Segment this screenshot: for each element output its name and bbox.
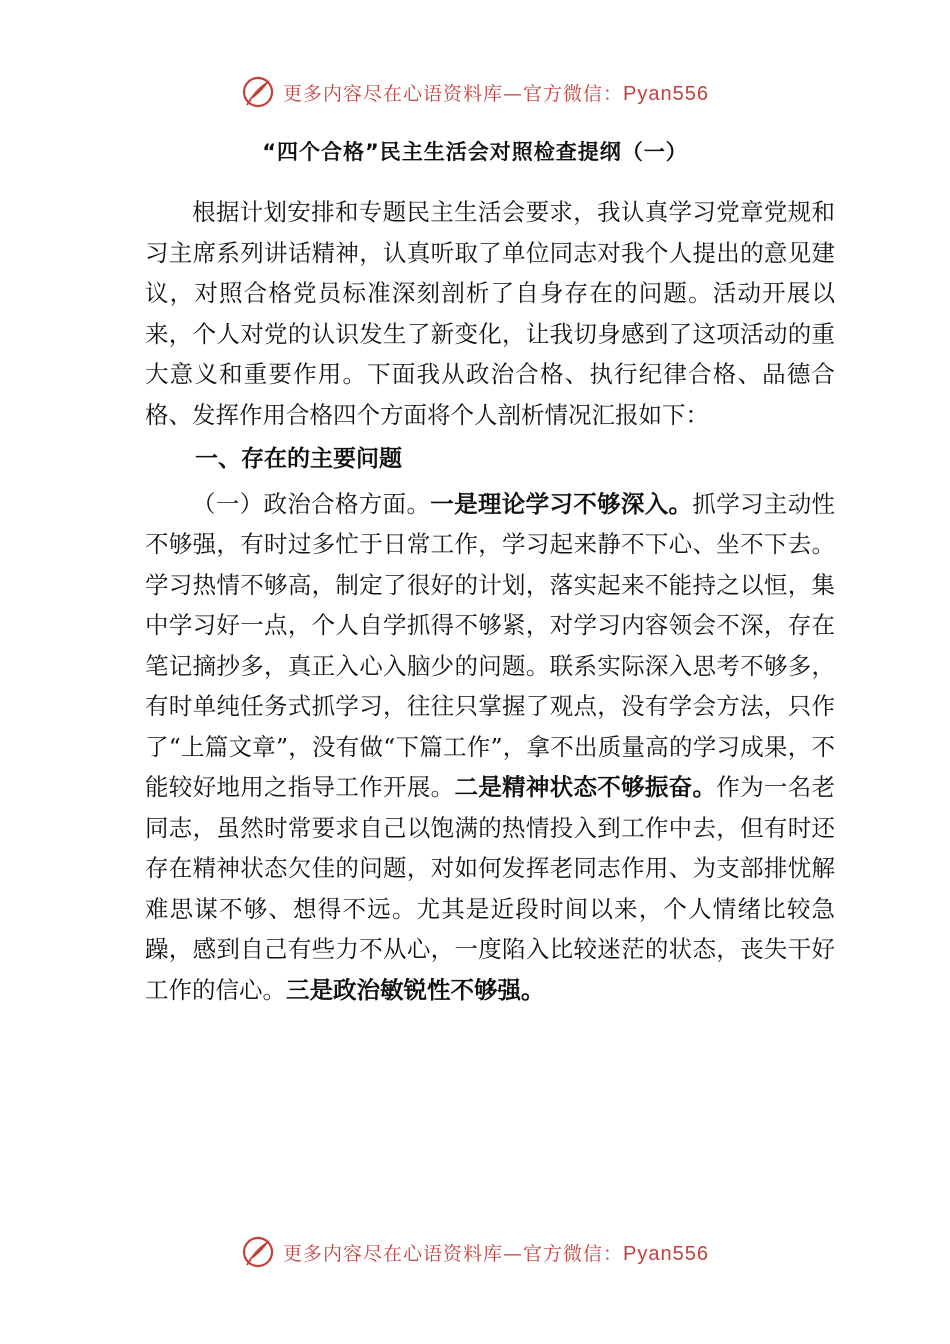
quill-seal-icon [241, 1235, 275, 1269]
document-title: “四个合格”民主生活会对照检查提纲（一） [262, 140, 688, 164]
subsection-lead: （一）政治合格方面。 [192, 489, 431, 518]
section-heading: 一、存在的主要问题 [195, 446, 402, 472]
point-title: 二是精神状态不够振奋。 [454, 773, 717, 801]
point-text: 抓学习主动性不够强，有时过多忙于日常工作，学习起来静不下心、坐不下去。学习热情不够高，制定了很好的计划，落实起来不能持之以恒，集中学习好一点，个人自学抓得不够紧，对学习内容领会不深，存在笔记摘抄多，真正入心入脑少的问题。联系实际深入思考不够多，有时单纯任务式抓学习，往往只掌握了观点，没有学会方法，只作了“上篇文章”，没有做“下篇工作”，拿不出质量高的学习成果，不能较好地用之指导工作开展。 [145, 489, 836, 801]
watermark-text: 更多内容尽在心语资料库—官方微信：Pyan556 [283, 1242, 709, 1265]
header-watermark [0, 72, 950, 112]
point-text: 作为一名老同志，虽然时常要求自己以饱满的热情投入到工作中去，但有时还存在精神状态欠佳的问题，对如何发挥老同志作用、为支部排忧解难思谋不够、想得不远。尤其是近段时间以来，个人情绪比较急躁，感到自己有些力不从心，一度陷入比较迷茫的状态，丧失干好工作的信心。 [145, 773, 836, 1004]
point-title: 三是政治敏锐性不够强。 [286, 975, 545, 1004]
intro-paragraph: 根据计划安排和专题民主生活会要求，我认真学习党章党规和习主席系列讲话精神，认真听取了单位同志对我个人提出的意见建议，对照合格党员标准深刻剖析了自身存在的问题。活动开展以来，个人对党的认识发生了新变化，让我切身感到了这项活动的重大意义和重要作用。下面我从政治合格、执行纪律合格、品德合格、发挥作用合格四个方面将个人剖析情况汇报如下： [145, 198, 835, 429]
watermark-text: 更多内容尽在心语资料库—官方微信：Pyan556 [283, 82, 709, 105]
footer-watermark [0, 1232, 950, 1272]
point-title: 一是理论学习不够深入。 [430, 489, 693, 518]
quill-seal-icon [241, 75, 275, 109]
section-paragraph [145, 484, 835, 1011]
document-body [145, 192, 835, 1010]
